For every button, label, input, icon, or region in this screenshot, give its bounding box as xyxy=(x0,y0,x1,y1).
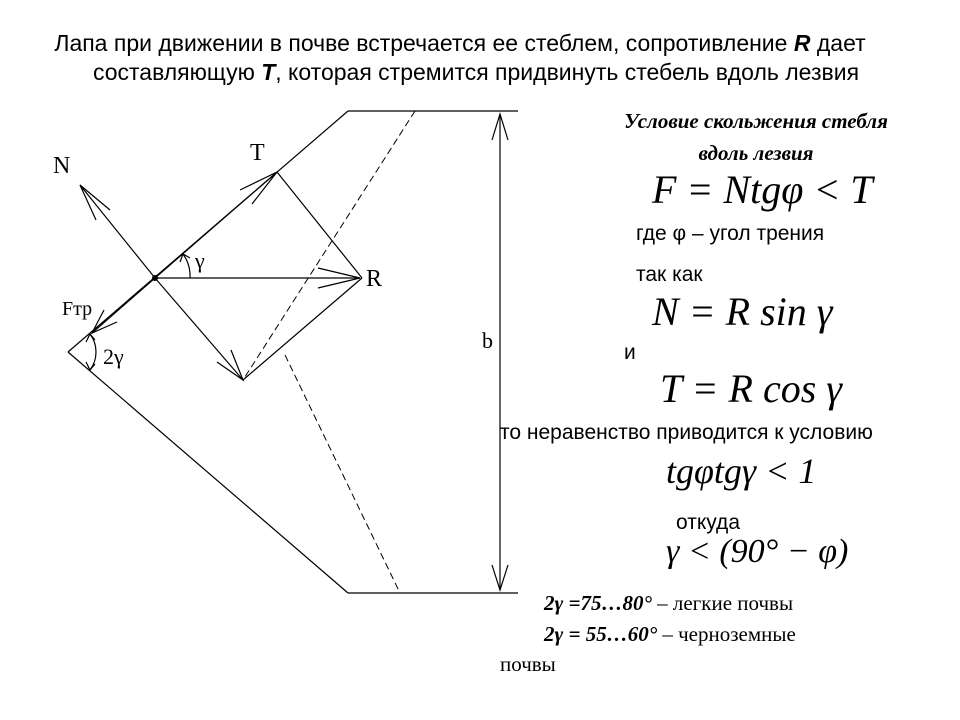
header-r-symbol: R xyxy=(793,30,811,56)
soil-chernozem xyxy=(544,622,796,647)
soil-light-value: 2γ =75…80° xyxy=(544,591,652,615)
header-text: составляющую xyxy=(92,59,262,85)
blade-lower-edge xyxy=(68,352,348,593)
label-R: R xyxy=(366,266,383,292)
vector-Ftr xyxy=(92,278,155,333)
vector-T xyxy=(155,172,277,278)
label-gamma: γ xyxy=(195,248,205,273)
construction-line xyxy=(243,278,362,380)
vector-N-opposite xyxy=(155,278,243,380)
whence-text: откуда xyxy=(676,511,740,534)
since-text: так как xyxy=(636,263,703,286)
label-N: N xyxy=(53,153,71,179)
formula-tg-inequality: tgφtgγ < 1 xyxy=(666,451,817,491)
soil-light-label: – легкие почвы xyxy=(651,591,794,615)
soil-chernozem-label: – черноземные xyxy=(657,622,796,646)
and-text: и xyxy=(624,341,636,364)
vector-N xyxy=(80,185,155,278)
label-b: b xyxy=(482,328,493,353)
wing-line-lower xyxy=(285,355,400,593)
formula-gamma-limit: γ < (90° − φ) xyxy=(666,533,849,570)
construction-line xyxy=(277,172,362,278)
header-text: , которая стремится придвинуть стебель вдоль лезвия xyxy=(275,59,860,85)
condition-title-line2: вдоль лезвия xyxy=(698,141,814,165)
label-2gamma: 2γ xyxy=(103,344,124,369)
force-origin-point xyxy=(152,275,158,281)
label-T: T xyxy=(250,140,265,166)
header-text: дает xyxy=(810,30,866,56)
wing-line-upper xyxy=(243,111,415,380)
inequality-text: то неравенство приводится к условию xyxy=(500,421,873,444)
where-text: где φ – угол трения xyxy=(636,222,825,245)
formula-N: N = R sin γ xyxy=(652,289,833,334)
soil-chernozem-value: 2γ = 55…60° xyxy=(544,622,658,646)
soil-chernozem-line2: почвы xyxy=(500,652,556,676)
label-Ftr: Fтр xyxy=(62,298,93,320)
soil-light xyxy=(544,591,793,616)
header-t-symbol: T xyxy=(261,59,276,85)
formula-friction-condition: F = Ntgφ < T xyxy=(652,167,873,212)
formula-T: T = R cos γ xyxy=(660,366,843,411)
header-text: Лапа при движении в почве встречается ее стеблем, сопротивление xyxy=(54,30,794,56)
condition-title-line1: Условие скольжения стебля xyxy=(624,109,888,133)
